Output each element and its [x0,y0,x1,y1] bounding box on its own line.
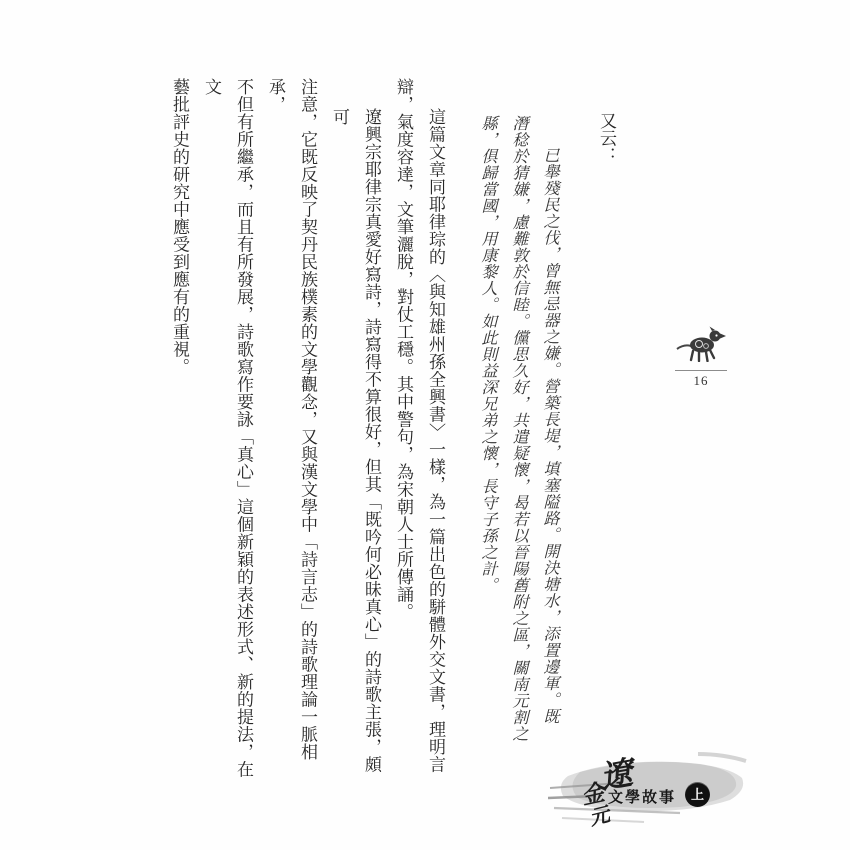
vertical-text-block [163,78,622,784]
text-column: 不但有所繼承，而且有所發展，詩歌寫作要詠「真心」這個新穎的表述形式、新的提法，在文 [202,78,253,778]
logo-char-yuan: 元 [587,803,612,831]
paragraph-commentary [387,78,451,784]
folio-divider [675,370,727,371]
quote-column: 已舉殘民之伐，曾無忌器之嫌。營築長堤，填塞隘路。開決塘水，添置邊軍。既 [541,147,558,725]
quote-column: 縣，俱歸當國，用康黎人。如此則益深兄弟之懷，長守子孫之計。 [479,115,496,594]
intro-line: 又云： [597,112,616,165]
text-column: 這篇文章同耶律琮的〈與知雄州孫全興書〉一樣，為一篇出色的駢體外交文書，理明言 [426,108,445,773]
block-quote [472,78,565,784]
logo-char-jin: 金 [579,779,607,810]
text-column: 辯，氣度容達，文筆灑脫，對仗工穩。其中警句，為宋朝人士所傳誦。 [394,78,413,621]
series-logo [548,738,753,833]
beast-icon [675,326,727,362]
logo-subtitle: 文學故事 [608,790,677,806]
paragraph-xingzong [163,78,387,784]
page-number: 16 [693,373,709,388]
text-column: 遼興宗耶律宗真愛好寫詩，詩寫得不算很好，但其「既吟何必昧真心」的詩歌主張，頗可 [330,108,381,773]
text-column: 藝批評史的研究中應受到應有的重視。 [170,78,189,376]
volume-badge: 上 [685,782,710,807]
page-number-block [672,326,730,389]
logo-char-liao: 遼 [597,754,636,796]
text-column: 注意，它既反映了契丹民族樸素的文學觀念，又與漢文學中「詩言志」的詩歌理論一脈相承， [266,78,317,761]
quote-column: 潛稔於猜嫌，慮難敦於信睦。儻思久好，共遣疑懷，曷若以晉陽舊附之區，關南元割之 [510,115,527,742]
